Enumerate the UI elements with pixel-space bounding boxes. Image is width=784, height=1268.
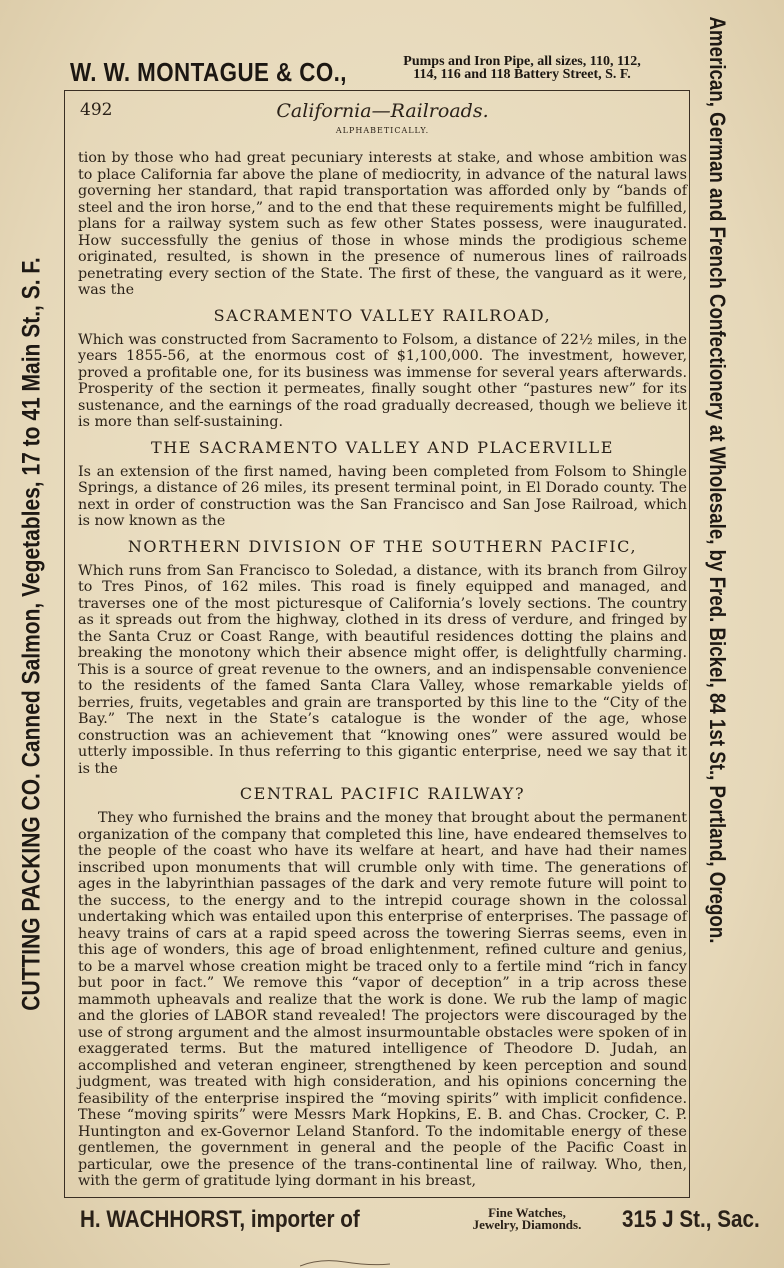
paragraph-northern-division: Which runs from San Francisco to Soledad, a distance, with its branch from Gilroy to Tres Pinos, of 162 miles. This road is finely equipped and managed, and traverses one of the most picturesque of California’s lovely sections. The country as it spreads out from the highway, clothed in its dress of verdure, and fringed by the Santa Cruz or Coast Range, with beautiful residences dotting the plains and breaking the monotony which their absence might offer, is delightfully charming. This is a source of great revenue to the owners, and an indispensable convenience to the residents of the famed Santa Clara Valley, whose remarkable yields of berries, fruits, vegetables and grain are transported by this line to the “City of the Bay.” The next in the State’s catalogue is the wonder of the age, whose construction was an achievement that “knowing ones” were assured would be utterly impossible. In thus referring to this gigantic enterprise, need we say that it is the [78, 562, 687, 777]
paragraph-placerville: Is an extension of the first named, having been completed from Folsom to Shingle Springs, a distance of 26 miles, its present terminal point, in El Dorado county. The next in order of construction was the San Francisco and San Jose Railroad, which is now known as the [78, 463, 687, 529]
top-advert-goods-line2: 114, 116 and 118 Battery Street, S. F. [413, 67, 631, 82]
bottom-advert-name: H. WACHHORST, importer of [80, 1206, 360, 1233]
heading-placerville: THE SACRAMENTO VALLEY AND PLACERVILLE [150, 437, 615, 457]
heading-sacramento-valley: SACRAMENTO VALLEY RAILROAD, [213, 305, 552, 325]
right-advertisement [690, 0, 784, 1268]
page-title: California—Railroads. [276, 100, 489, 122]
bottom-advert-wares-line1: Fine Watches, [488, 1205, 566, 1220]
paragraph-intro: tion by those who had great pecuniary interests at stake, and whose ambition was to place California far above the plane of mediocrity, in advance of the natural laws governing her standard, that rapid transportation was afforded only by “bands of steel and the iron horse,” and to the end that these requirements might be fulfilled, plans for a railway system such as few other States possess, were inaugurated. How successfully the genius of those in whose minds the prodigious scheme originated, resulted, is shown in the presence of numerous lines of railroads penetrating every section of the State. The first of these, the vanguard as it were, was the [78, 150, 687, 298]
left-advert-text: CUTTING PACKING CO. Canned Salmon, Vegetables, 17 to 41 Main St., S. F. [17, 257, 46, 1011]
top-advert-goods [342, 55, 702, 81]
running-header [80, 100, 685, 140]
bottom-advert-wares [442, 1207, 612, 1231]
bottom-advert-address: 315 J St., Sac. [622, 1206, 760, 1233]
bottom-advert-wares-line2: Jewelry, Diamonds. [472, 1217, 582, 1232]
heading-central-pacific: CENTRAL PACIFIC RAILWAY? [239, 784, 526, 803]
right-advert-text: American, German and French Confectionery at Wholesale, by Fred. Bickel, 84 1st St., Portland, Oregon. [705, 16, 730, 944]
top-advert-company: W. W. MONTAGUE & CO., [70, 56, 347, 87]
page-subtitle: ALPHABETICALLY. [335, 126, 430, 135]
left-advertisement [0, 0, 64, 1268]
article-body [78, 150, 687, 1190]
paragraph-central-pacific: They who furnished the brains and the money that brought about the permanent organization of the company that completed this line, have endeared themselves to the people of the coast who have its welfare at heart, and have had their names inscribed upon monuments that will crumble only with time. The generations of ages in the labyrinthian passages of the dark and very remote future will point to the success, to the energy and to the intrepid courage shown in the colossal undertaking which was entailed upon this enterprise of enterprises. The passage of heavy trains of cars at a rapid speed across the towering Sierras seems, even in this age of wonders, this age of broad enlightenment, refined culture and genius, to be a marvel whose creation might be traced only to a fertile mind “rich in fancy but poor in fact.” We remove this “vapor of deception” in a trip across these mammoth upheavals and realize that the work is done. We rub the lamp of magic and the glories of LABOR stand revealed! The projectors were discouraged by the use of strong argument and the almost insurmountable obstacles were spoken of in exaggerated terms. But the matured intelligence of Theodore D. Judah, an accomplished and veteran engineer, strengthened by keen perception and sound judgment, was treated with high consideration, and his opinions concerning the feasibility of the enterprise inspired the “moving spirits” with implicit confidence. These “moving spirits” were Messrs Mark Hopkins, E. B. and Chas. Crocker, C. P. Huntington and ex-Governor Leland Stanford. To the indomitable energy of these gentlemen, the government in general and the people of the Pacific Coast in particular, owe the presence of the trans-continental line of railway. Who, then, with the germ of gratitude lying dormant in his breast, [78, 810, 687, 1189]
paragraph-sacramento-valley: Which was constructed from Sacramento to Folsom, a distance of 22½ miles, in the years 1855-56, at the enormous cost of $1,100,000. The investment, however, proved a profitable one, for its business was immense for several years afterwards. Prosperity of the section it permeates, finally sought other “pastures new” for its sustenance, and the earnings of the road gradually decreased, though we believe it is more than self-sustaining. [78, 331, 687, 430]
bottom-advertisement [70, 1203, 760, 1243]
page-number: 492 [80, 100, 113, 120]
top-advertisement [70, 52, 710, 92]
top-advert-goods-line1: Pumps and Iron Pipe, all sizes, 110, 112, [403, 54, 641, 69]
page-tear-mark [300, 1256, 390, 1268]
heading-northern-division: NORTHERN DIVISION OF THE SOUTHERN PACIFIC, [127, 536, 638, 556]
